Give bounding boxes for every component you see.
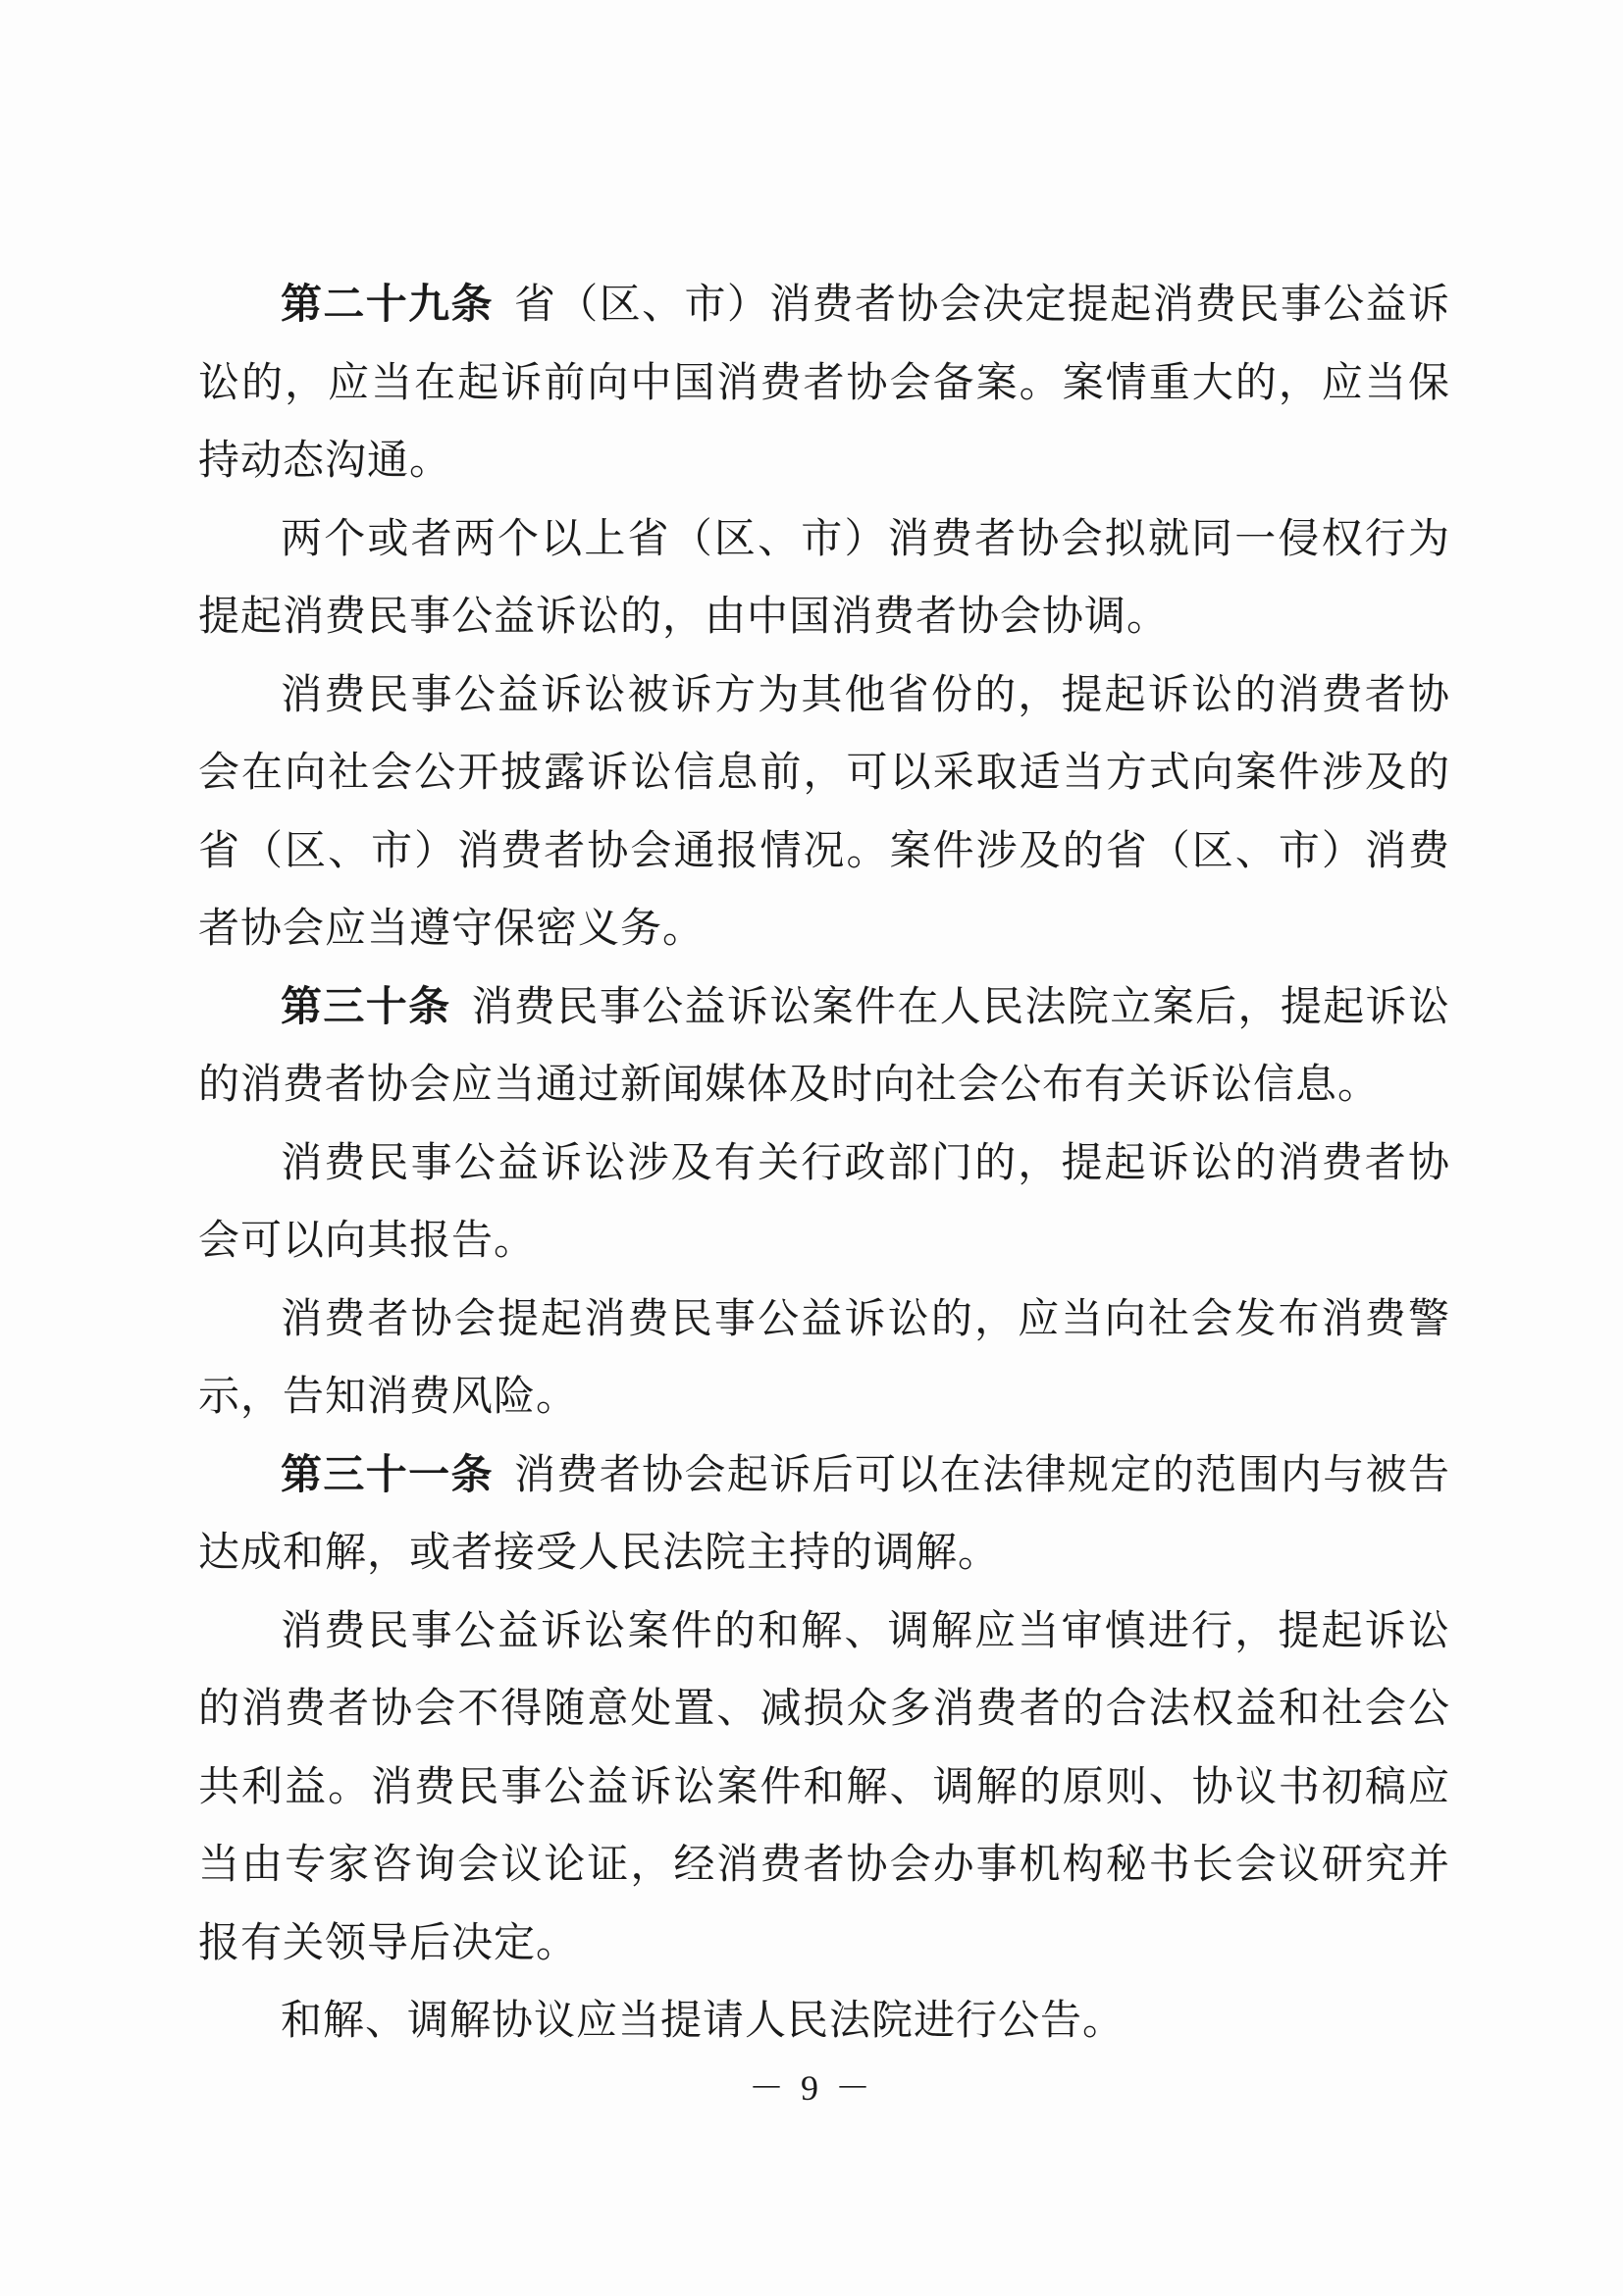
paragraph [198,499,1450,655]
paragraph-article-30 [198,967,1450,1123]
paragraph-text: 省（区、市）消费者协会决定提起消费民事公益诉讼的，应当在起诉前向中国消费者协会备案。案情重大的，应当保持动态沟通。 [198,280,1450,484]
paragraph-article-31 [198,1435,1450,1592]
article-label: 第三十一条 [281,1449,494,1498]
paragraph-text: 消费民事公益诉讼案件在人民法院立案后，提起诉讼的消费者协会应当通过新闻媒体及时向社会公布有关诉讼信息。 [198,981,1450,1108]
paragraph-text: 消费者协会起诉后可以在法律规定的范围内与被告达成和解，或者接受人民法院主持的调解。 [198,1449,1450,1576]
paragraph-text: 消费民事公益诉讼涉及有关行政部门的，提起诉讼的消费者协会可以向其报告。 [198,1137,1450,1264]
paragraph-text: 和解、调解协议应当提请人民法院进行公告。 [281,1996,1126,2044]
document-body [198,265,1450,2060]
paragraph-text: 消费民事公益诉讼被诉方为其他省份的，提起诉讼的消费者协会在向社会公开披露诉讼信息前，可以采取适当方式向案件涉及的省（区、市）消费者协会通报情况。案件涉及的省（区、市）消费者协会应当遵守保密义务。 [198,669,1450,952]
paragraph-text: 消费民事公益诉讼案件的和解、调解应当审慎进行，提起诉讼的消费者协会不得随意处置、减损众多消费者的合法权益和社会公共利益。消费民事公益诉讼案件和解、调解的原则、协议书初稿应当由专家咨询会议论证，经消费者协会办事机构秘书长会议研究并报有关领导后决定。 [198,1605,1450,1966]
paragraph-text: 两个或者两个以上省（区、市）消费者协会拟就同一侵权行为提起消费民事公益诉讼的，由中国消费者协会协调。 [198,513,1450,640]
article-label: 第三十条 [281,981,451,1030]
paragraph [198,1592,1450,1982]
paragraph [198,1123,1450,1279]
paragraph [198,1279,1450,1435]
paragraph-article-29 [198,265,1450,499]
paragraph [198,655,1450,967]
page-number: － 9 － [748,2068,874,2108]
paragraph [198,1981,1450,2060]
article-label: 第二十九条 [281,280,494,328]
paragraph-text: 消费者协会提起消费民事公益诉讼的，应当向社会发布消费警示，告知消费风险。 [198,1293,1450,1420]
